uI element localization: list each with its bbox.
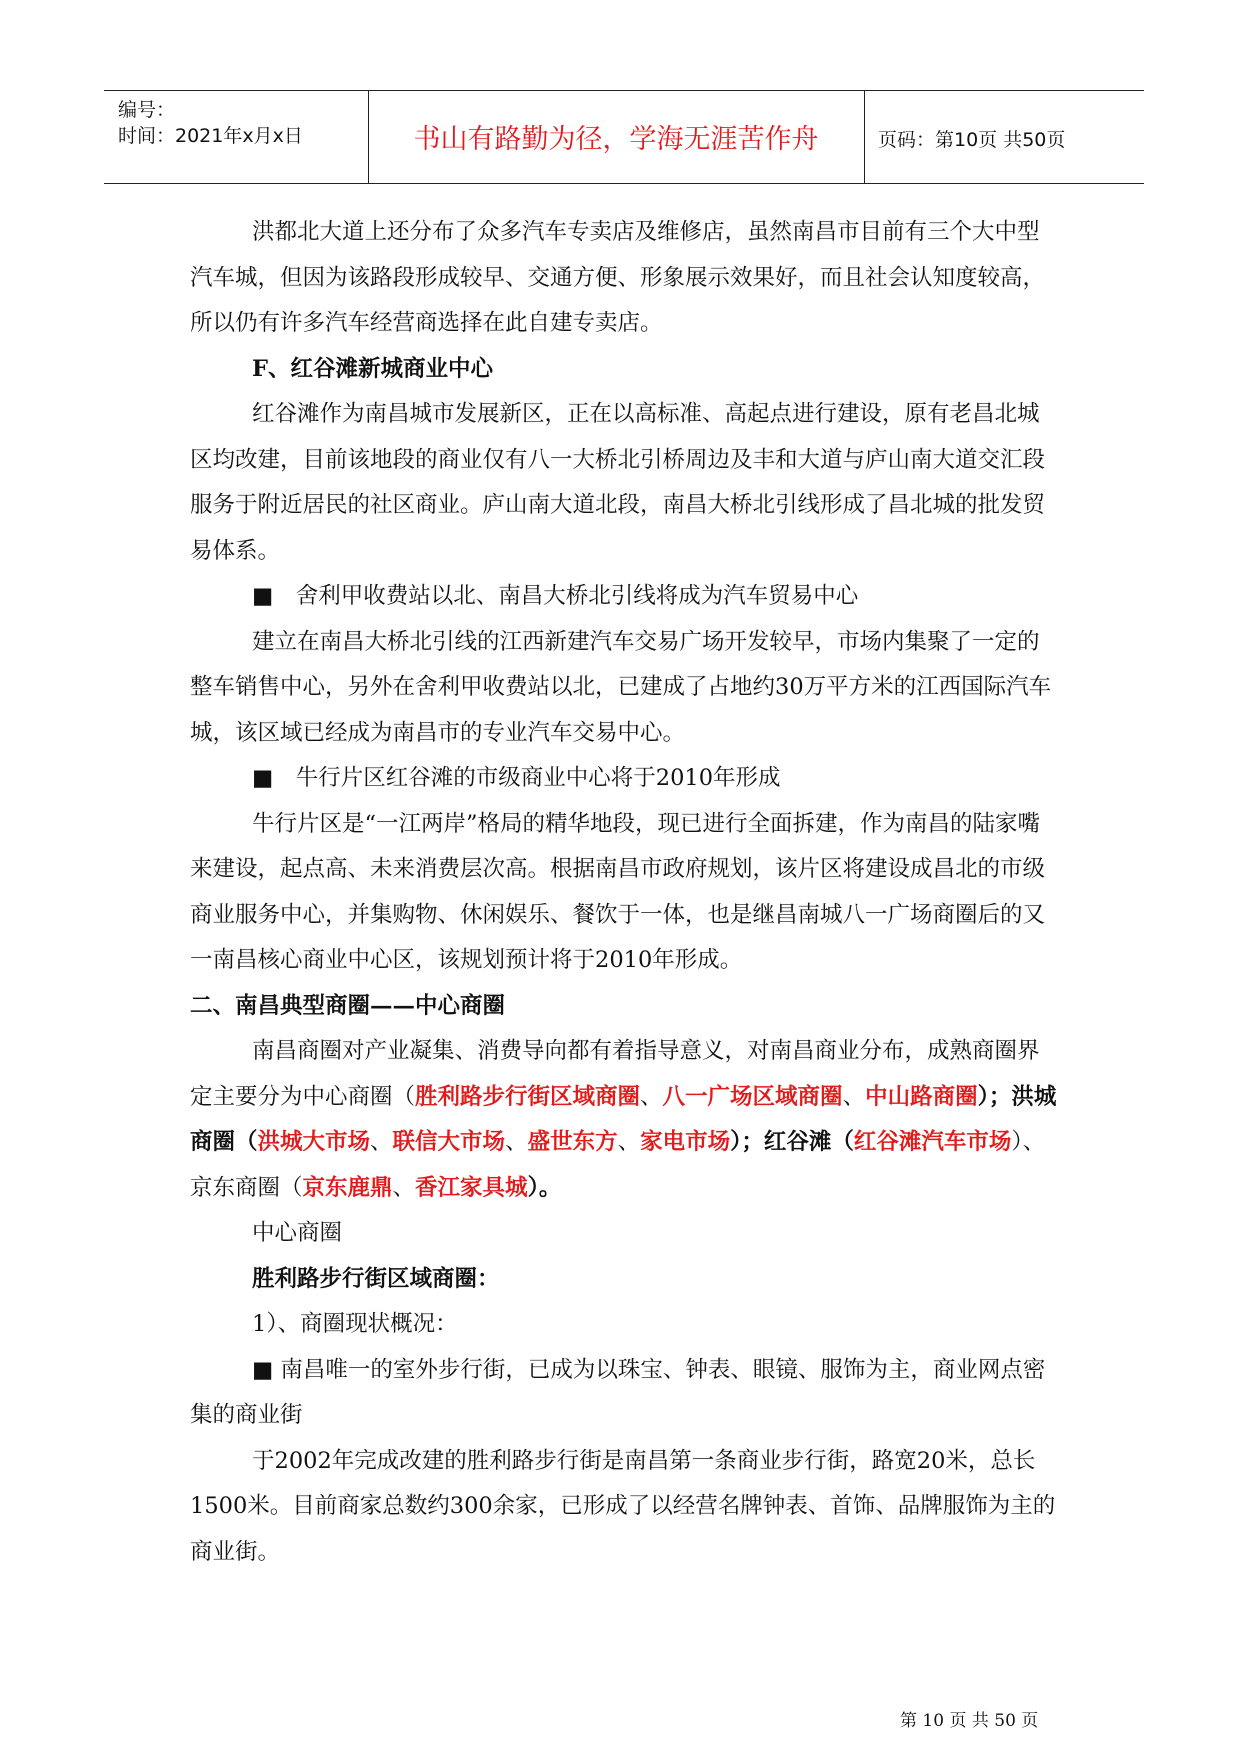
- highlight-lianxin: 联信大市场: [392, 1129, 506, 1155]
- paragraph-8: 于2002年完成改建的胜利路步行街是南昌第一条商业步行街，路宽20米，总长1500米。目前商家总数约300余家，已形成了以经营名牌钟表、首饰、品牌服饰为主的商业街。: [190, 1447, 1056, 1565]
- paragraph-5: [190, 1029, 1060, 1211]
- header-page-cell: [864, 91, 1144, 183]
- paragraph-1: 洪都北大道上还分布了众多汽车专卖店及维修店，虽然南昌市目前有三个大中型汽车城，但因为该路段形成较早、交通方便、形象展示效果好，而且社会认知度较高，所以仍有许多汽车经营商选择在此自建专卖店。: [190, 219, 1046, 336]
- p5-text: 南昌商圈对产业凝集、消费导向都有着指导意义，对南昌商业分布，成熟商圈界定主要分为中心商圈（: [190, 1038, 1040, 1110]
- highlight-hongcheng: 洪城大市场: [257, 1129, 371, 1155]
- p5-text: 、: [370, 1129, 393, 1155]
- paragraph-4: 牛行片区是“一江两岸”格局的精华地段，现已进行全面拆建，作为南昌的陆家嘴来建设，起点高、未来消费层次高。根据南昌市政府规划，该片区将建设成昌北的市级商业服务中心，并集购物、休闲娱乐、餐饮于一体，也是继昌南城八一广场商圈后的又一南昌核心商业中心区，该规划预计将于2010年形成。: [190, 810, 1046, 973]
- p5-text: ）、京东商圈（: [190, 1129, 1046, 1201]
- section-heading-f: F、红谷滩新城商业中心: [252, 355, 493, 382]
- p5-text: ）；洪城商圈（: [190, 1083, 1057, 1155]
- header-info-cell: [104, 91, 369, 183]
- section-heading-3: 胜利路步行街区域商圈：: [252, 1265, 500, 1292]
- highlight-bayi: 八一广场区域商圈: [662, 1083, 843, 1110]
- highlight-shengshi: 盛世东方: [527, 1129, 618, 1155]
- p5-text: 、: [640, 1083, 663, 1110]
- highlight-jiadian: 家电市场: [640, 1129, 731, 1155]
- paragraph-7: 1）、商圈现状概况：: [252, 1311, 458, 1337]
- p5-text: 、: [842, 1083, 866, 1110]
- paragraph-3: 建立在南昌大桥北引线的江西新建汽车交易广场开发较早，市场内集聚了一定的整车销售中心，另外在舍利甲收费站以北，已建成了占地约30万平方米的江西国际汽车城，该区域已经成为南昌市的专业汽车交易中心。: [190, 628, 1052, 746]
- p5-text: ）；红谷滩（: [730, 1129, 854, 1155]
- highlight-shengli: 胜利路步行街区域商圈: [415, 1083, 641, 1110]
- highlight-honggutan: 红谷滩汽车市场: [853, 1129, 1012, 1155]
- motto: 书山有路勤为径，学海无涯苦作舟: [413, 124, 819, 155]
- bullet-2: ■ 牛行片区红谷滩的市级商业中心将于2010年形成: [252, 765, 781, 791]
- p5-text: 、: [505, 1129, 528, 1155]
- highlight-zhongshan: 中山路商圈: [865, 1083, 978, 1110]
- page-header: [104, 90, 1144, 184]
- p5-text: 、: [392, 1174, 416, 1201]
- highlight-xiangjiang: 香江家具城: [415, 1174, 528, 1201]
- doc-number: 编号：: [118, 99, 176, 121]
- p5-text: 、: [617, 1129, 641, 1155]
- bullet-3: ■ 南昌唯一的室外步行街，已成为以珠宝、钟表、眼镜、服饰为主，商业网点密集的商业街: [190, 1356, 1046, 1428]
- doc-date: 时间：2021年x月x日: [118, 125, 303, 147]
- bullet-1: ■ 舍利甲收费站以北、南昌大桥北引线将成为汽车贸易中心: [252, 583, 859, 609]
- p5-text: ）。: [527, 1174, 562, 1201]
- section-heading-2: 二、南昌典型商圈——中心商圈: [190, 992, 506, 1019]
- paragraph-2: 红谷滩作为南昌城市发展新区，正在以高标准、高起点进行建设，原有老昌北城区均改建，目前该地段的商业仅有八一大桥北引桥周边及丰和大道与庐山南大道交汇段服务于附近居民的社区商业。庐山南大道北段，南昌大桥北引线形成了昌北城的批发贸易体系。: [190, 401, 1046, 564]
- footer-page-number: 第 10 页 共 50 页: [900, 1711, 1039, 1731]
- highlight-jingdong: 京东鹿鼎: [302, 1174, 393, 1201]
- document-body: [190, 210, 1060, 1575]
- header-motto-cell: [368, 91, 865, 183]
- header-page-number: 页码：第10页 共50页: [878, 129, 1066, 151]
- paragraph-6: 中心商圈: [252, 1220, 343, 1246]
